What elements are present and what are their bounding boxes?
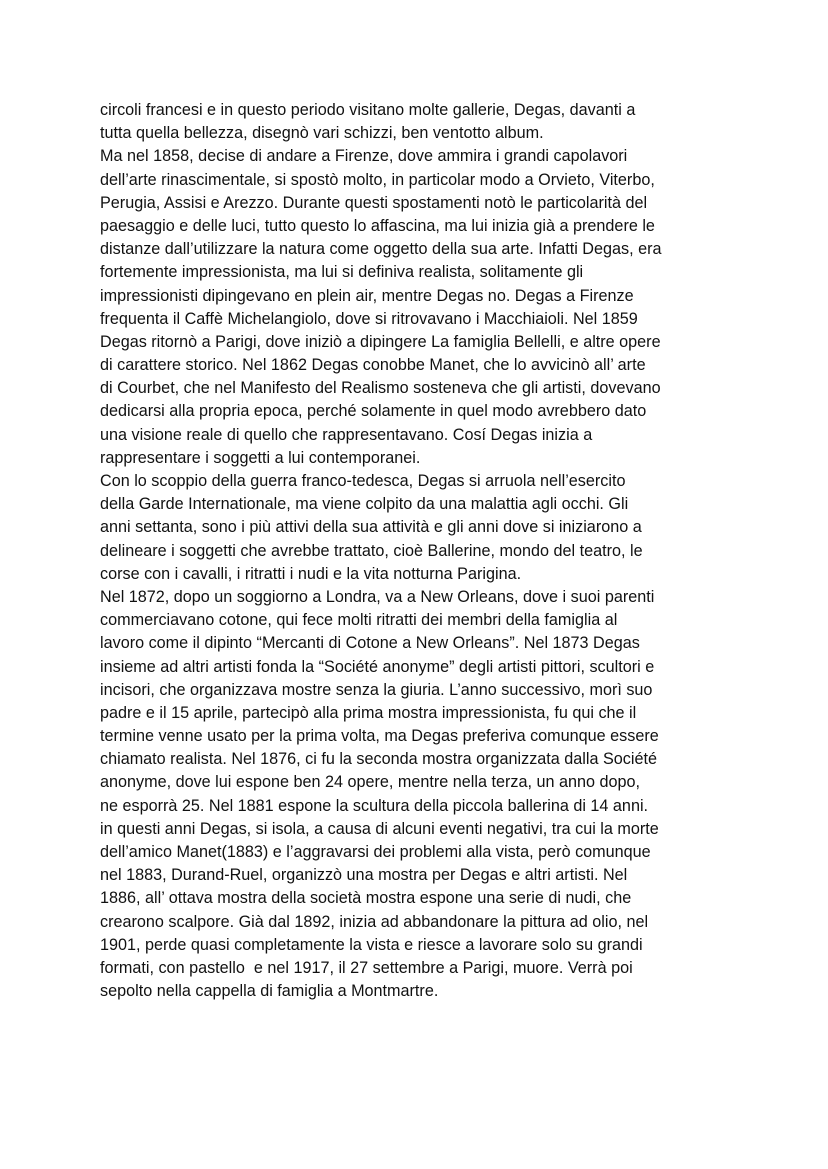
text-line: 1886, all’ ottava mostra della società mostra espone una serie di nudi, che [100,889,632,908]
text-line: frequenta il Caffè Michelangiolo, dove si ritrovavano i Macchiaioli. Nel 1859 [100,309,638,328]
text-line: delineare i soggetti che avrebbe trattato, cioè Ballerine, mondo del teatro, le [100,541,643,560]
text-line: fortemente impressionista, ma lui si definiva realista, solitamente gli [100,263,584,282]
text-line: distanze dall’utilizzare la natura come oggetto della sua arte. Infatti Degas, era [100,240,662,259]
text-line: Nel 1872, dopo un soggiorno a Londra, va a New Orleans, dove i suoi parenti [100,587,655,606]
text-line: ne esporrà 25. Nel 1881 espone la scultura della piccola ballerina di 14 anni. [100,796,649,815]
text-line: incisori, che organizzava mostre senza la giuria. L’anno successivo, morì suo [100,680,653,699]
text-line: corse con i cavalli, i ritratti i nudi e la vita notturna Parigina. [100,564,522,583]
text-line: commerciavano cotone, qui fece molti ritratti dei membri della famiglia al [100,611,618,630]
text-line: tutta quella bellezza, disegnò vari schizzi, ben ventotto album. [100,124,544,143]
text-line: paesaggio e delle luci, tutto questo lo affascina, ma lui inizia già a prendere le [100,216,655,235]
text-line: dell’amico Manet(1883) e l’aggravarsi dei problemi alla vista, però comunque [100,843,651,861]
text-line: in questi anni Degas, si isola, a causa di alcuni eventi negativi, tra cui la morte [100,819,659,838]
text-line: una visione reale di quello che rappresentavano. Cosí Degas inizia a [100,425,593,444]
text-line: Perugia, Assisi e Arezzo. Durante questi spostamenti notò le particolarità del [100,193,648,212]
text-line: anni settanta, sono i più attivi della sua attività e gli anni dove si iniziarono a [100,518,642,537]
text-line: di carattere storico. Nel 1862 Degas conobbe Manet, che lo avvicinò all’ arte [100,356,646,375]
text-line: formati, con pastello e nel 1917, il 27 settembre a Parigi, muore. Verrà poi [100,958,633,977]
text-line: Ma nel 1858, decise di andare a Firenze, dove ammira i grandi capolavori [100,147,628,166]
text-line: rappresentare i soggetti a lui contemporanei. [100,448,421,467]
text-line: impressionisti dipingevano en plein air, mentre Degas no. Degas a Firenze [100,286,634,305]
text-line: insieme ad altri artisti fonda la “Société anonyme” degli artisti pittori, scultori e [100,657,655,676]
body-text [100,99,740,1003]
text-line: 1901, perde quasi completamente la vista e riesce a lavorare solo su grandi [100,935,643,954]
text-line: chiamato realista. Nel 1876, ci fu la seconda mostra organizzata dalla Société [100,750,657,769]
text-line: Degas ritornò a Parigi, dove iniziò a dipingere La famiglia Bellelli, e altre opere [100,332,661,351]
text-line: sepolto nella cappella di famiglia a Montmartre. [100,982,439,1001]
text-line: termine venne usato per la prima volta, ma Degas preferiva comunque essere [100,727,659,746]
text-line: circoli francesi e in questo periodo visitano molte gallerie, Degas, davanti a [100,101,636,119]
text-line: crearono scalpore. Già dal 1892, inizia ad abbandonare la pittura ad olio, nel [100,912,649,931]
text-line: nel 1883, Durand-Ruel, organizzò una mostra per Degas e altri artisti. Nel [100,866,628,885]
text-line: padre e il 15 aprile, partecipò alla prima mostra impressionista, fu qui che il [100,703,637,722]
text-line: dedicarsi alla propria epoca, perché solamente in quel modo avrebbero dato [100,402,647,421]
text-line: dell’arte rinascimentale, si spostò molto, in particolar modo a Orvieto, Viterbo, [100,170,655,189]
text-line: anonyme, dove lui espone ben 24 opere, mentre nella terza, un anno dopo, [100,773,640,792]
text-line: Con lo scoppio della guerra franco-tedesca, Degas si arruola nell’esercito [100,472,626,490]
text-line: lavoro come il dipinto “Mercanti di Cotone a New Orleans”. Nel 1873 Degas [100,634,640,653]
text-line: della Garde Internationale, ma viene colpito da una malattia agli occhi. Gli [100,495,629,514]
text-line: di Courbet, che nel Manifesto del Realismo sosteneva che gli artisti, dovevano [100,379,661,398]
